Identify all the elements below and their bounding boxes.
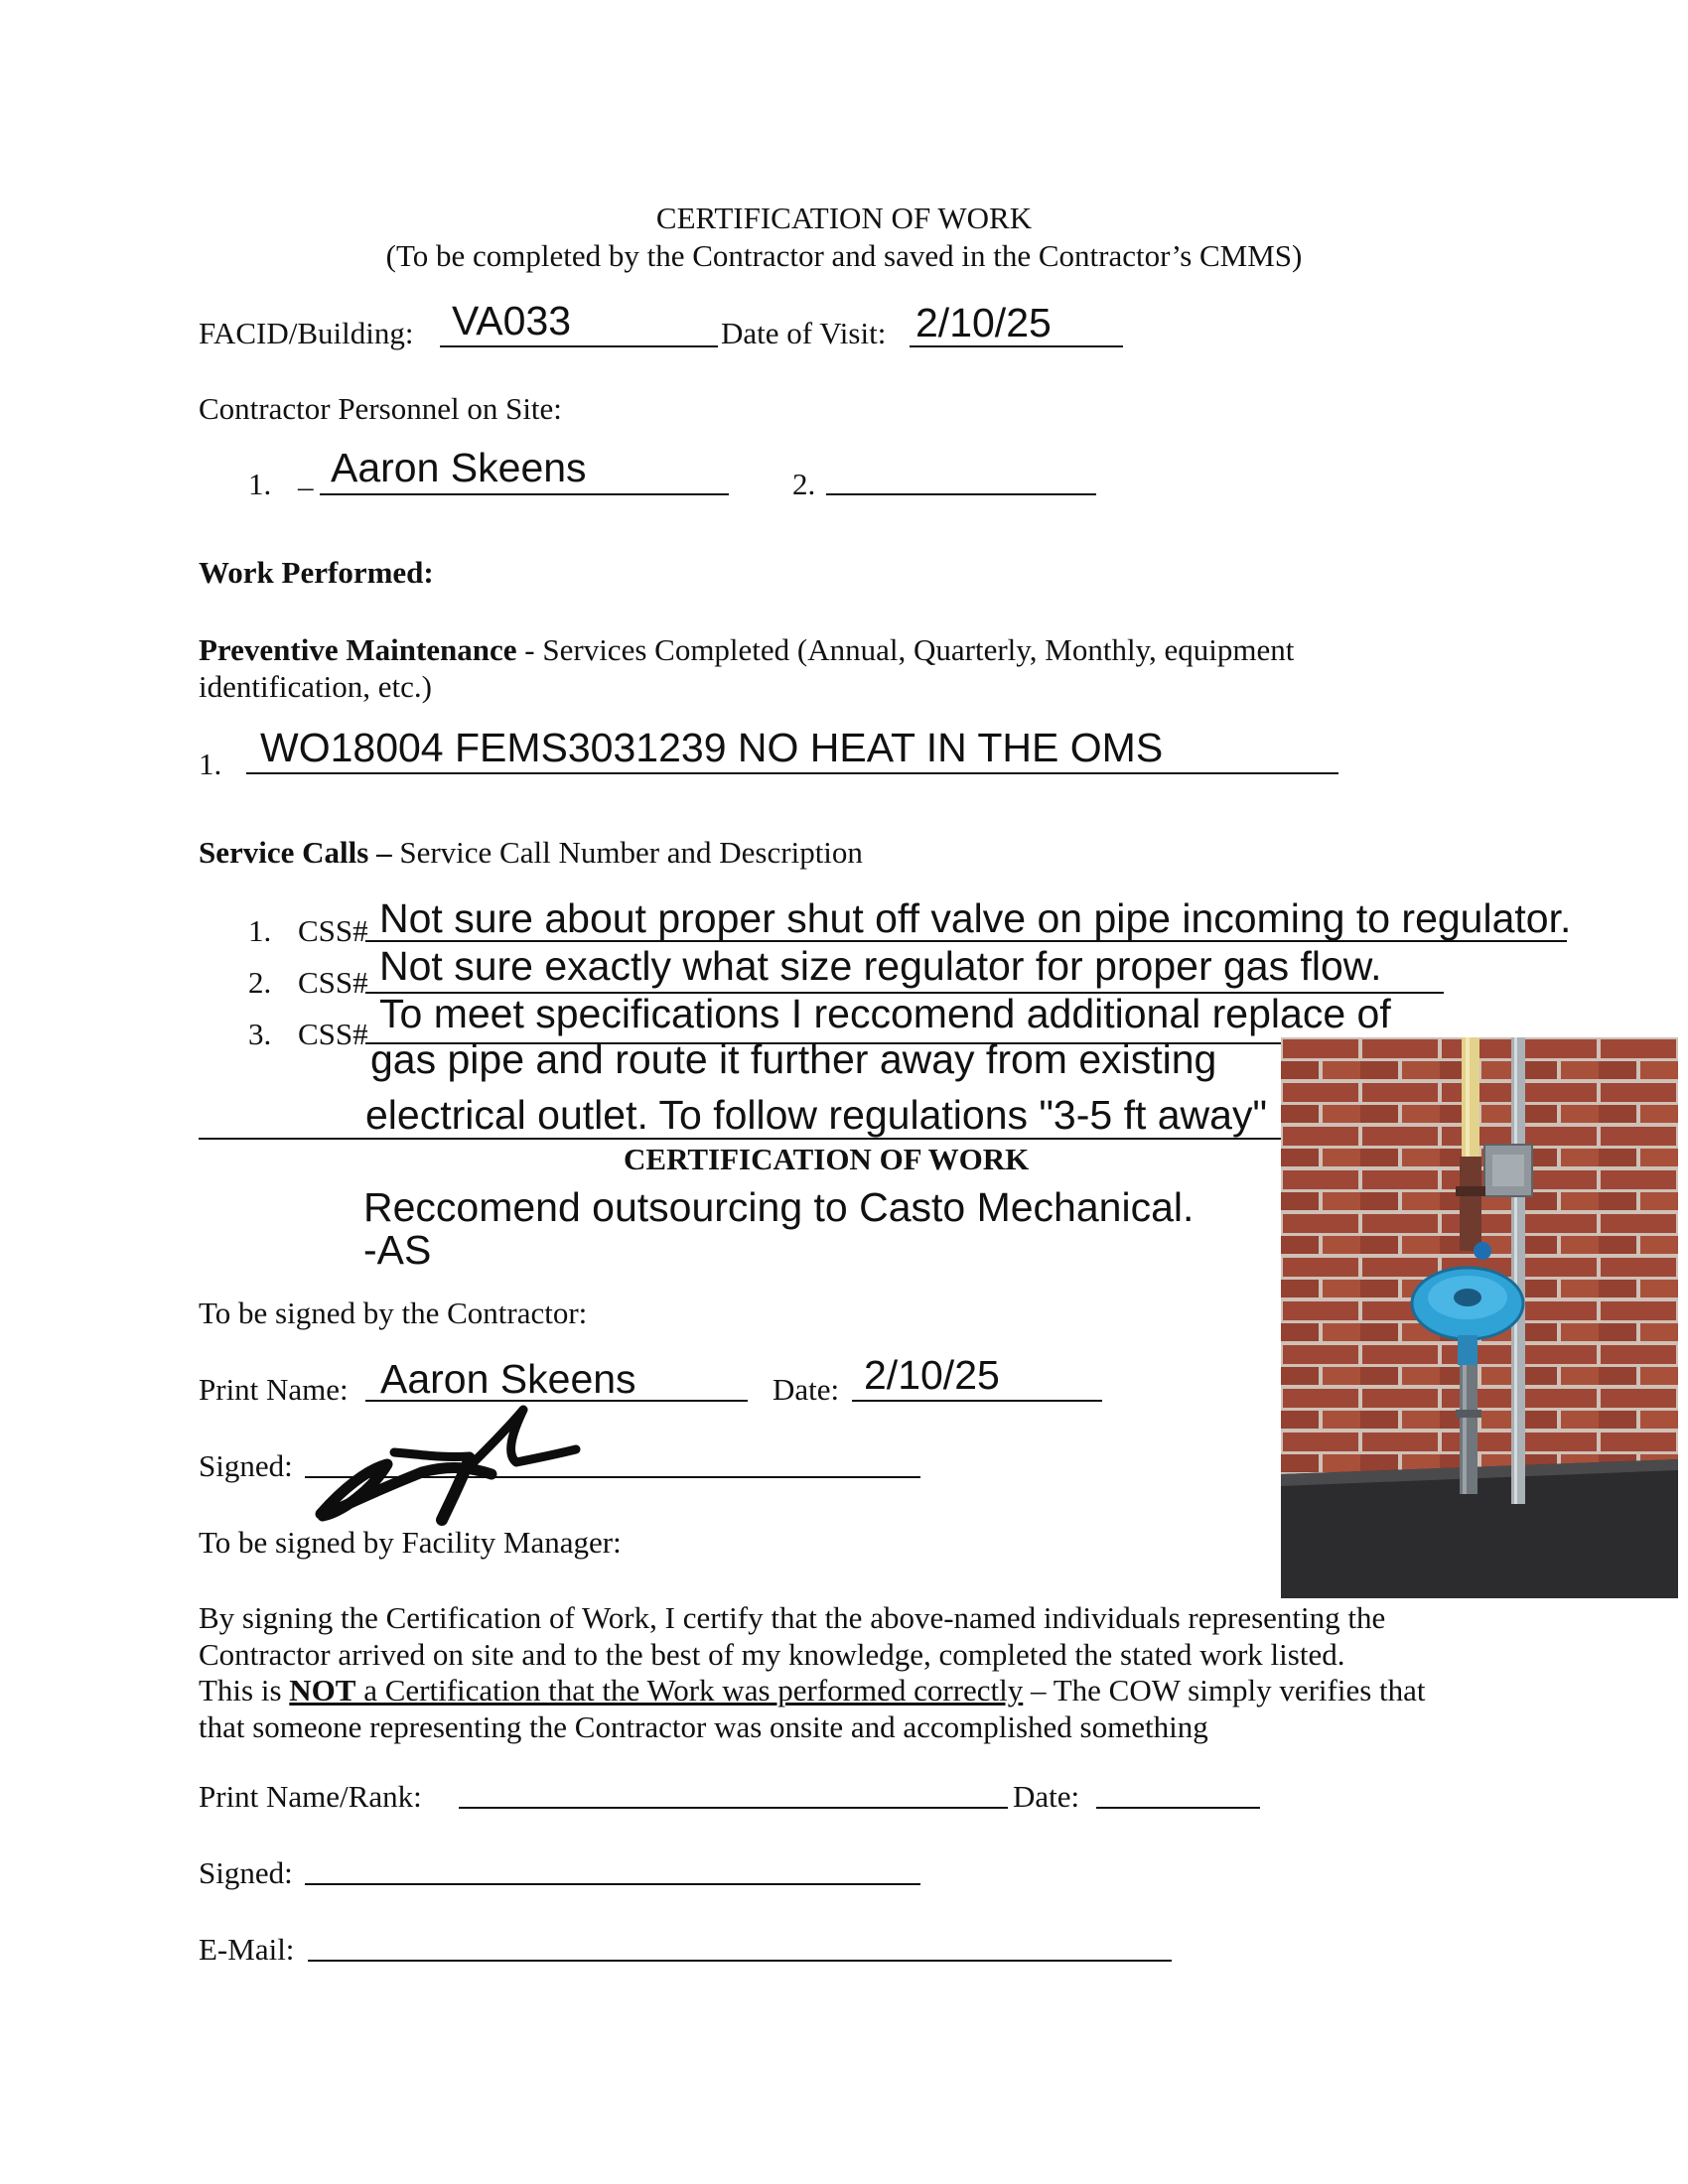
pm-item-1-value[interactable]: WO18004 FEMS3031239 NO HEAT IN THE OMS (260, 725, 1164, 770)
service-prefix-2: CSS# (298, 965, 368, 1000)
pm-number-1: 1. (199, 747, 222, 781)
personnel-1-value[interactable]: Aaron Skeens (331, 445, 587, 490)
personnel-2-underline[interactable] (826, 493, 1096, 495)
service-3-value[interactable]: To meet specifications I reccomend additional replace of (379, 991, 1391, 1036)
service-calls-label: Service Calls – (199, 835, 392, 870)
date-of-visit-label: Date of Visit: (721, 316, 887, 350)
service-number-2: 2. (248, 965, 272, 1000)
service-section-underline (199, 1138, 1284, 1140)
date-of-visit-underline (910, 345, 1123, 347)
contractor-date-value[interactable]: 2/10/25 (864, 1352, 1000, 1398)
contractor-signature (303, 1395, 591, 1529)
personnel-prefix-1: _ (298, 459, 314, 493)
service-calls-desc: Service Call Number and Description (391, 835, 863, 870)
date-of-visit-value[interactable]: 2/10/25 (915, 300, 1052, 345)
contractor-print-name-value[interactable]: Aaron Skeens (380, 1356, 636, 1402)
personnel-number-1: 1. (248, 467, 272, 501)
contractor-date-label: Date: (773, 1372, 840, 1407)
facility-sign-label: To be signed by Facility Manager: (199, 1525, 622, 1560)
service-1-value[interactable]: Not sure about proper shut off valve on pipe incoming to regulator. (379, 895, 1572, 941)
personnel-label: Contractor Personnel on Site: (199, 391, 562, 426)
facility-p3-a: This is (199, 1673, 290, 1707)
service-3-continuation-1[interactable]: gas pipe and route it further away from existing (370, 1036, 1217, 1082)
document-title: CERTIFICATION OF WORK (655, 201, 1033, 235)
contractor-signed-label: Signed: (199, 1448, 293, 1483)
contractor-date-underline (852, 1400, 1102, 1402)
service-3-continuation-2[interactable]: electrical outlet. To follow regulations "3-5 ft away" (365, 1092, 1268, 1138)
facility-signed-label: Signed: (199, 1855, 293, 1890)
service-prefix-3: CSS# (298, 1017, 368, 1051)
personnel-number-2: 2. (792, 467, 816, 501)
facility-email-label: E-Mail: (199, 1932, 295, 1967)
facility-p3-emphasis (289, 1673, 1023, 1707)
facility-paragraph-line-4: that someone representing the Contractor was onsite and accomplished something (199, 1709, 1208, 1744)
facility-p3-d: – The COW simply verifies that (1023, 1673, 1426, 1707)
certification-heading: CERTIFICATION OF WORK (624, 1142, 1030, 1176)
preventive-maintenance-line-1 (199, 632, 1294, 668)
facility-paragraph-line-2: Contractor arrived on site and to the best of my knowledge, completed the stated work listed. (199, 1637, 1345, 1672)
facid-underline (440, 345, 718, 347)
service-number-3: 3. (248, 1017, 272, 1051)
work-performed-heading: Work Performed: (199, 555, 434, 590)
contractor-sign-label: To be signed by the Contractor: (199, 1296, 588, 1330)
service-calls-line (199, 835, 863, 871)
certification-note-2[interactable]: -AS (363, 1227, 432, 1273)
photo-image (1281, 1037, 1678, 1598)
facid-value[interactable]: VA033 (452, 298, 572, 343)
service-prefix-1: CSS# (298, 913, 368, 948)
facid-label: FACID/Building: (199, 316, 414, 350)
facility-print-name-field[interactable] (459, 1807, 1008, 1809)
document-subtitle: (To be completed by the Contractor and saved in the Contractor’s CMMS) (385, 238, 1303, 273)
facility-signature-field[interactable] (305, 1883, 920, 1885)
facility-date-field[interactable] (1096, 1807, 1260, 1809)
preventive-maintenance-desc: - Services Completed (Annual, Quarterly, Monthly, equipment (516, 632, 1295, 667)
pm-item-1-underline (246, 772, 1338, 774)
facility-date-label: Date: (1013, 1779, 1080, 1814)
facility-print-name-label: Print Name/Rank: (199, 1779, 422, 1814)
gas-regulator-photo (1281, 1037, 1678, 1598)
facility-p3-c: a Certification that the Work was performed correctly (355, 1673, 1024, 1707)
preventive-maintenance-label: Preventive Maintenance (199, 632, 517, 667)
facility-p3-not: NOT (289, 1673, 356, 1707)
facility-paragraph-line-3 (199, 1673, 1426, 1708)
contractor-print-name-label: Print Name: (199, 1372, 349, 1407)
service-2-value[interactable]: Not sure exactly what size regulator for proper gas flow. (379, 943, 1382, 989)
personnel-1-underline (320, 493, 729, 495)
certification-note-1[interactable]: Reccomend outsourcing to Casto Mechanical. (363, 1184, 1195, 1230)
service-number-1: 1. (248, 913, 272, 948)
facility-email-field[interactable] (308, 1960, 1172, 1962)
facility-paragraph-line-1: By signing the Certification of Work, I certify that the above-named individuals representing the (199, 1600, 1386, 1635)
preventive-maintenance-line-2: identification, etc.) (199, 669, 432, 704)
